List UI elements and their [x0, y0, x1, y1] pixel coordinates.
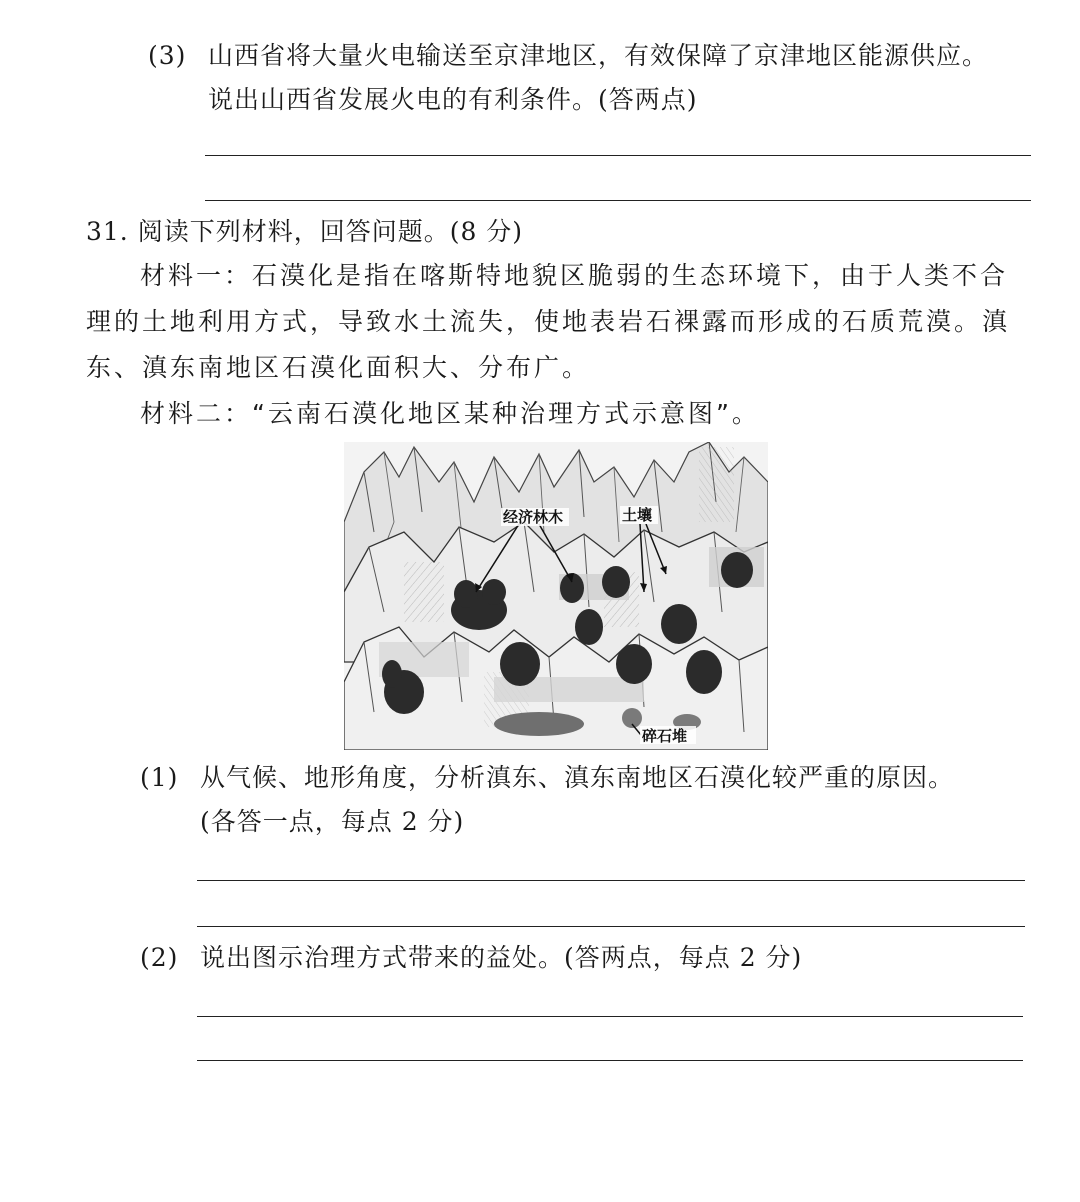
label-soil: 土壤 — [622, 506, 653, 524]
label-rubble: 碎石堆 — [642, 727, 688, 745]
q3-text-line1: 山西省将大量火电输送至京津地区，有效保障了京津地区能源供应。 — [208, 41, 989, 70]
karst-treatment-diagram — [344, 442, 768, 750]
q31-sub2-answer-line-2[interactable] — [197, 1060, 1023, 1061]
q31-sub2-line1: 说出图示治理方式带来的益处。(答两点，每点 2 分) — [200, 943, 803, 972]
q31-sub2-number: (2) — [140, 943, 179, 972]
q31-material1-line3: 东、滇东南地区石漠化面积大、分布广。 — [86, 353, 591, 382]
q31-header: 31. 阅读下列材料，回答问题。(8 分) — [86, 217, 524, 246]
q31-sub1-answer-line-1[interactable] — [197, 880, 1025, 881]
q31-sub1-line2: (各答一点，每点 2 分) — [200, 807, 465, 836]
q31-sub1-number: (1) — [140, 763, 179, 792]
q31-material1-line1: 材料一：石漠化是指在喀斯特地貌区脆弱的生态环境下，由于人类不合 — [140, 261, 1009, 290]
q31-sub1-line1: 从气候、地形角度，分析滇东、滇东南地区石漠化较严重的原因。 — [200, 763, 955, 792]
q3-number: (3) — [148, 41, 187, 70]
q31-sub2-answer-line-1[interactable] — [197, 1016, 1023, 1017]
q3-answer-line-2[interactable] — [205, 200, 1031, 201]
q3-answer-line-1[interactable] — [205, 155, 1031, 156]
q31-material1-line2: 理的土地利用方式，导致水土流失，使地表岩石裸露而形成的石质荒漠。滇 — [86, 307, 1011, 336]
q31-sub1-answer-line-2[interactable] — [197, 926, 1025, 927]
q31-material2: 材料二：“云南石漠化地区某种治理方式示意图”。 — [140, 399, 760, 428]
label-economic-forest: 经济林木 — [503, 508, 564, 526]
q3-text-line2: 说出山西省发展火电的有利条件。(答两点) — [208, 85, 698, 114]
